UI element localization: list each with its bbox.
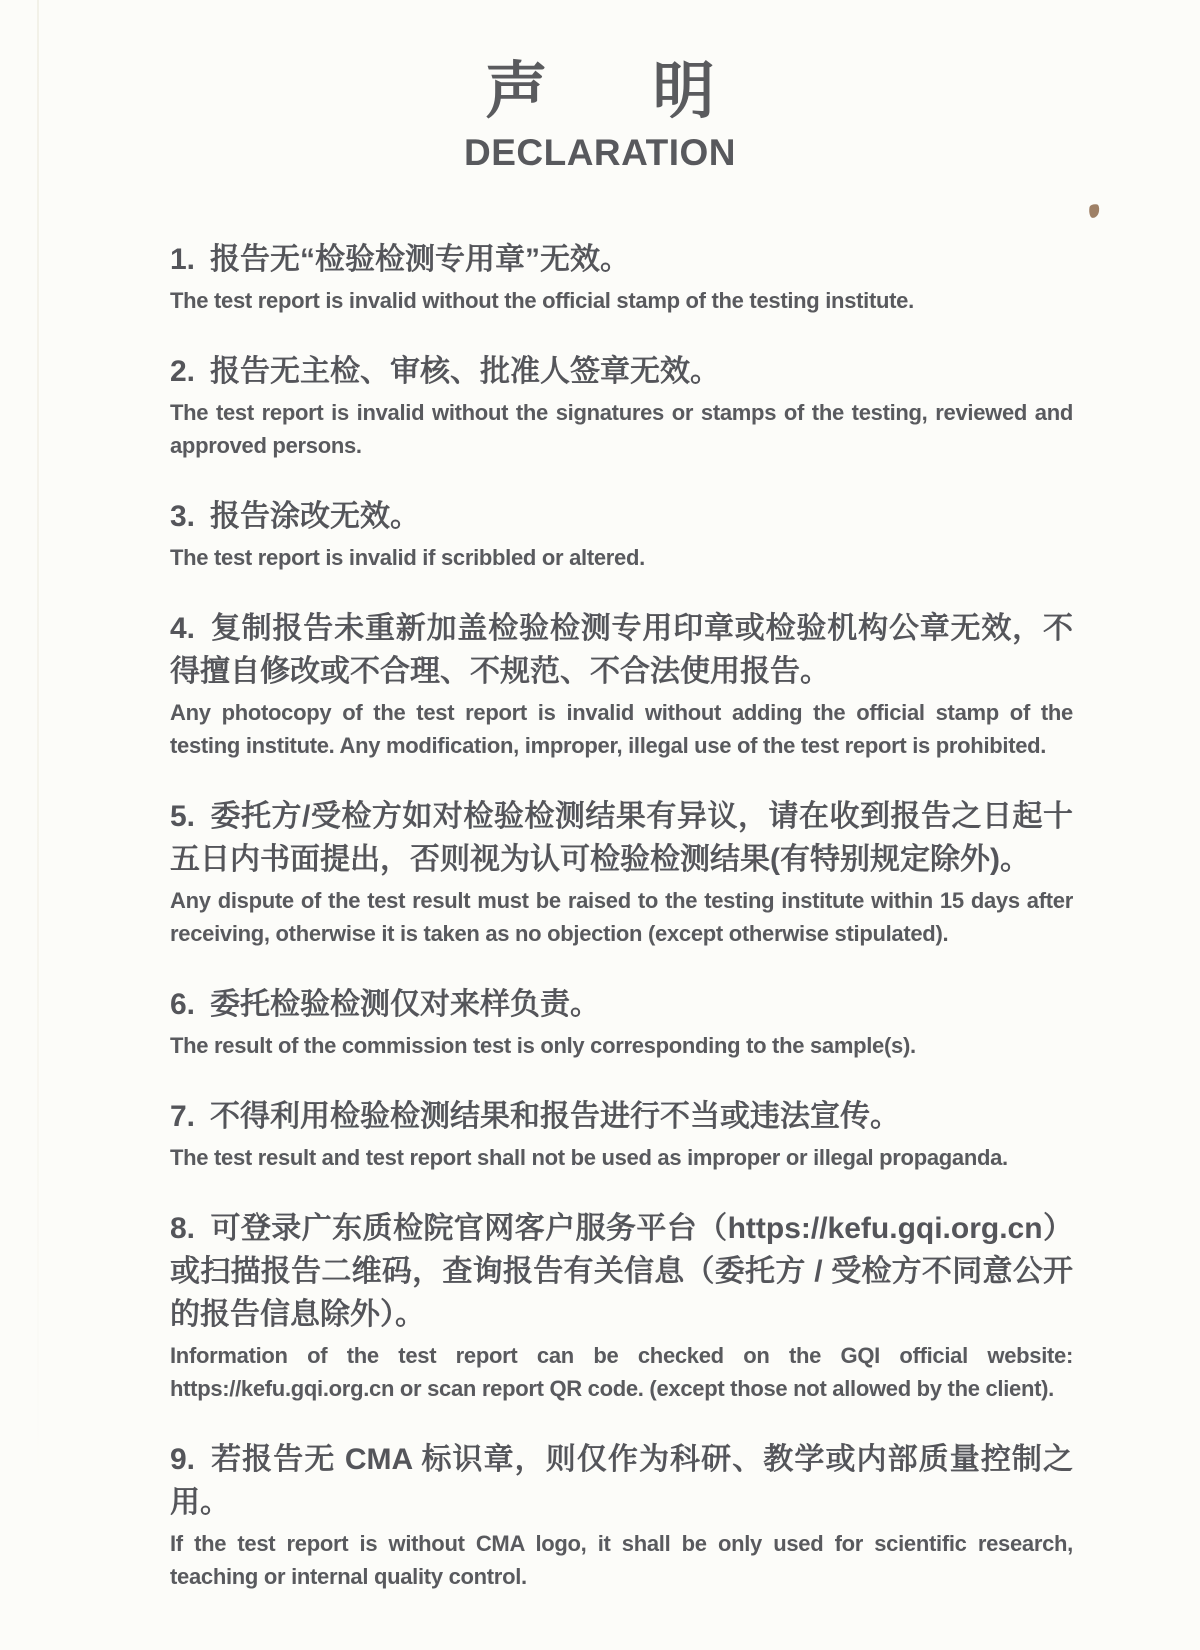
item-zh-body: 委托方/受检方如对检验检测结果有异议，请在收到报告之日起十五日内书面提出，否则视为认可检验检测结果(有特别规定除外)。 [170, 800, 1073, 877]
declaration-item-5 [170, 795, 1073, 950]
item-text-en: The test result and test report shall not be used as improper or illegal propaganda. [170, 1145, 1008, 1171]
item-text-en: The test report is invalid without the official stamp of the testing institute. [170, 288, 914, 314]
item-text-zh [170, 607, 1073, 693]
item-zh-body: 可登录广东质检院官网客户服务平台（https://kefu.gqi.org.cn）或扫描报告二维码，查询报告有关信息（委托方 / 受检方不同意公开的报告信息除外）。 [170, 1212, 1073, 1332]
item-number: 3. [170, 500, 196, 534]
item-number: 8. [170, 1212, 196, 1246]
declaration-item-9 [170, 1438, 1073, 1593]
item-zh-body: 若报告无 CMA 标识章，则仅作为科研、教学或内部质量控制之用。 [170, 1443, 1073, 1520]
item-number: 9. [170, 1443, 196, 1477]
item-text-zh [170, 1207, 1073, 1336]
declaration-item-6 [170, 983, 1073, 1062]
item-text-zh [170, 795, 1073, 881]
item-text-zh [170, 1438, 1073, 1524]
declaration-item-1 [170, 238, 1073, 317]
declaration-item-4 [170, 607, 1073, 762]
page-title-zh-text: 声明 [485, 57, 821, 126]
item-text-zh [170, 350, 1073, 393]
item-zh-body: 报告无主检、审核、批准人签章无效。 [210, 355, 721, 389]
item-zh-body: 报告涂改无效。 [210, 500, 421, 534]
item-text-en: The test report is invalid if scribbled or altered. [170, 545, 645, 571]
item-text-en: Any dispute of the test result must be raised to the testing institute within 15 days after receiving, otherwise it is taken as no objection (except otherwise stipulated). [170, 888, 1073, 947]
item-number: 5. [170, 800, 196, 834]
declaration-item-7 [170, 1095, 1073, 1174]
item-text-zh [170, 1095, 1073, 1138]
page-title-zh [0, 58, 1200, 126]
item-zh-body: 复制报告未重新加盖检验检测专用印章或检验机构公章无效，不得擅自修改或不合理、不规范、不合法使用报告。 [170, 612, 1073, 689]
declaration-list [0, 174, 1200, 1593]
page-title-en: DECLARATION [463, 132, 736, 174]
item-number: 2. [170, 355, 196, 389]
item-text-en: The result of the commission test is only corresponding to the sample(s). [170, 1033, 916, 1059]
item-text-en: If the test report is without CMA logo, it shall be only used for scientific research, teaching or internal quality control. [170, 1531, 1073, 1590]
item-number: 1. [170, 243, 196, 277]
item-text-zh [170, 238, 1073, 281]
item-text-zh [170, 495, 1073, 538]
item-text-en: Any photocopy of the test report is invalid without adding the official stamp of the testing institute. Any modification, improper, illegal use of the test report is prohibited. [170, 700, 1073, 759]
item-text-zh [170, 983, 1073, 1026]
item-number: 4. [170, 612, 196, 646]
declaration-item-8 [170, 1207, 1073, 1405]
item-zh-body: 报告无“检验检测专用章”无效。 [210, 243, 631, 277]
title-block [0, 0, 1200, 174]
scan-line-artifact [37, 0, 39, 1650]
item-number: 6. [170, 988, 196, 1022]
item-number: 7. [170, 1100, 196, 1134]
declaration-item-3 [170, 495, 1073, 574]
declaration-item-2 [170, 350, 1073, 462]
item-text-en: The test report is invalid without the signatures or stamps of the testing, reviewed and approved persons. [170, 400, 1073, 459]
item-zh-body: 不得利用检验检测结果和报告进行不当或违法宣传。 [210, 1100, 901, 1134]
item-text-en: Information of the test report can be checked on the GQI official website: https://kefu.gqi.org.cn or scan report QR code. (except those not allowed by the client). [170, 1343, 1073, 1402]
item-zh-body: 委托检验检测仅对来样负责。 [210, 988, 601, 1022]
